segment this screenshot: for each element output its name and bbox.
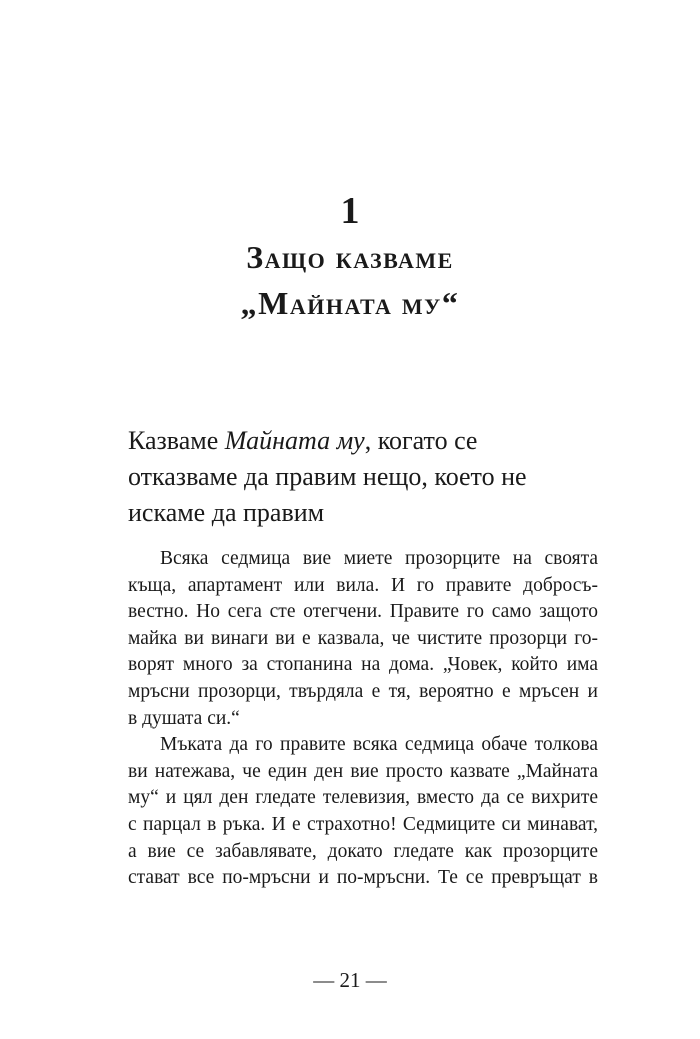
text-line: вестно. Но сега сте отегчени. Правите го само защото bbox=[128, 601, 598, 623]
chapter-title-line-1: Защо казваме bbox=[246, 239, 454, 275]
section-heading-italic: Майната му bbox=[224, 426, 365, 455]
section-heading-line-2: отказваме да правим нещо, което не bbox=[128, 462, 527, 491]
text-line: Всяка седмица вие миете прозорците на своята bbox=[160, 548, 598, 569]
text-line: къща, апартамент или вила. И го правите добросъ- bbox=[128, 574, 598, 596]
section-heading-line-3: искаме да правим bbox=[128, 498, 325, 527]
chapter-header bbox=[0, 188, 700, 326]
text-line: ви натежава, че един ден вие просто казвате „Майната bbox=[128, 760, 598, 782]
section-heading bbox=[128, 423, 598, 531]
paragraph-2 bbox=[128, 732, 598, 892]
text-line: а вие се забавлявате, докато гледате как прозорците bbox=[128, 840, 598, 862]
section-heading-text: Казваме bbox=[128, 426, 225, 455]
text-line: стават все по-мръсни и по-мръсни. Те се превръщат в bbox=[128, 867, 598, 889]
body-text bbox=[128, 546, 598, 892]
text-line: майка ви винаги ви е казвала, че чистите прозорци го- bbox=[128, 627, 598, 649]
text-line: мръсни прозорци, твърдяла е тя, вероятно е мръсен и bbox=[128, 680, 598, 702]
section-heading-text: , когато се bbox=[364, 426, 478, 455]
chapter-number: 1 bbox=[340, 190, 360, 232]
text-line: в душата си.“ bbox=[128, 707, 240, 729]
text-line: ворят много за стопанина на дома. „Човек, който има bbox=[128, 654, 598, 676]
paragraph-1 bbox=[128, 546, 598, 732]
chapter-title-line-2: „Майната му“ bbox=[240, 285, 460, 321]
text-line: му“ и цял ден гледате телевизия, вместо да се вихрите bbox=[128, 787, 598, 809]
text-line: Мъката да го правите всяка седмица обаче толкова bbox=[160, 734, 598, 756]
text-line: с парцал в ръка. И е страхотно! Седмиците си минават, bbox=[128, 813, 598, 835]
section-heading-line-1 bbox=[128, 423, 598, 459]
page-number: — 21 — bbox=[313, 968, 387, 992]
